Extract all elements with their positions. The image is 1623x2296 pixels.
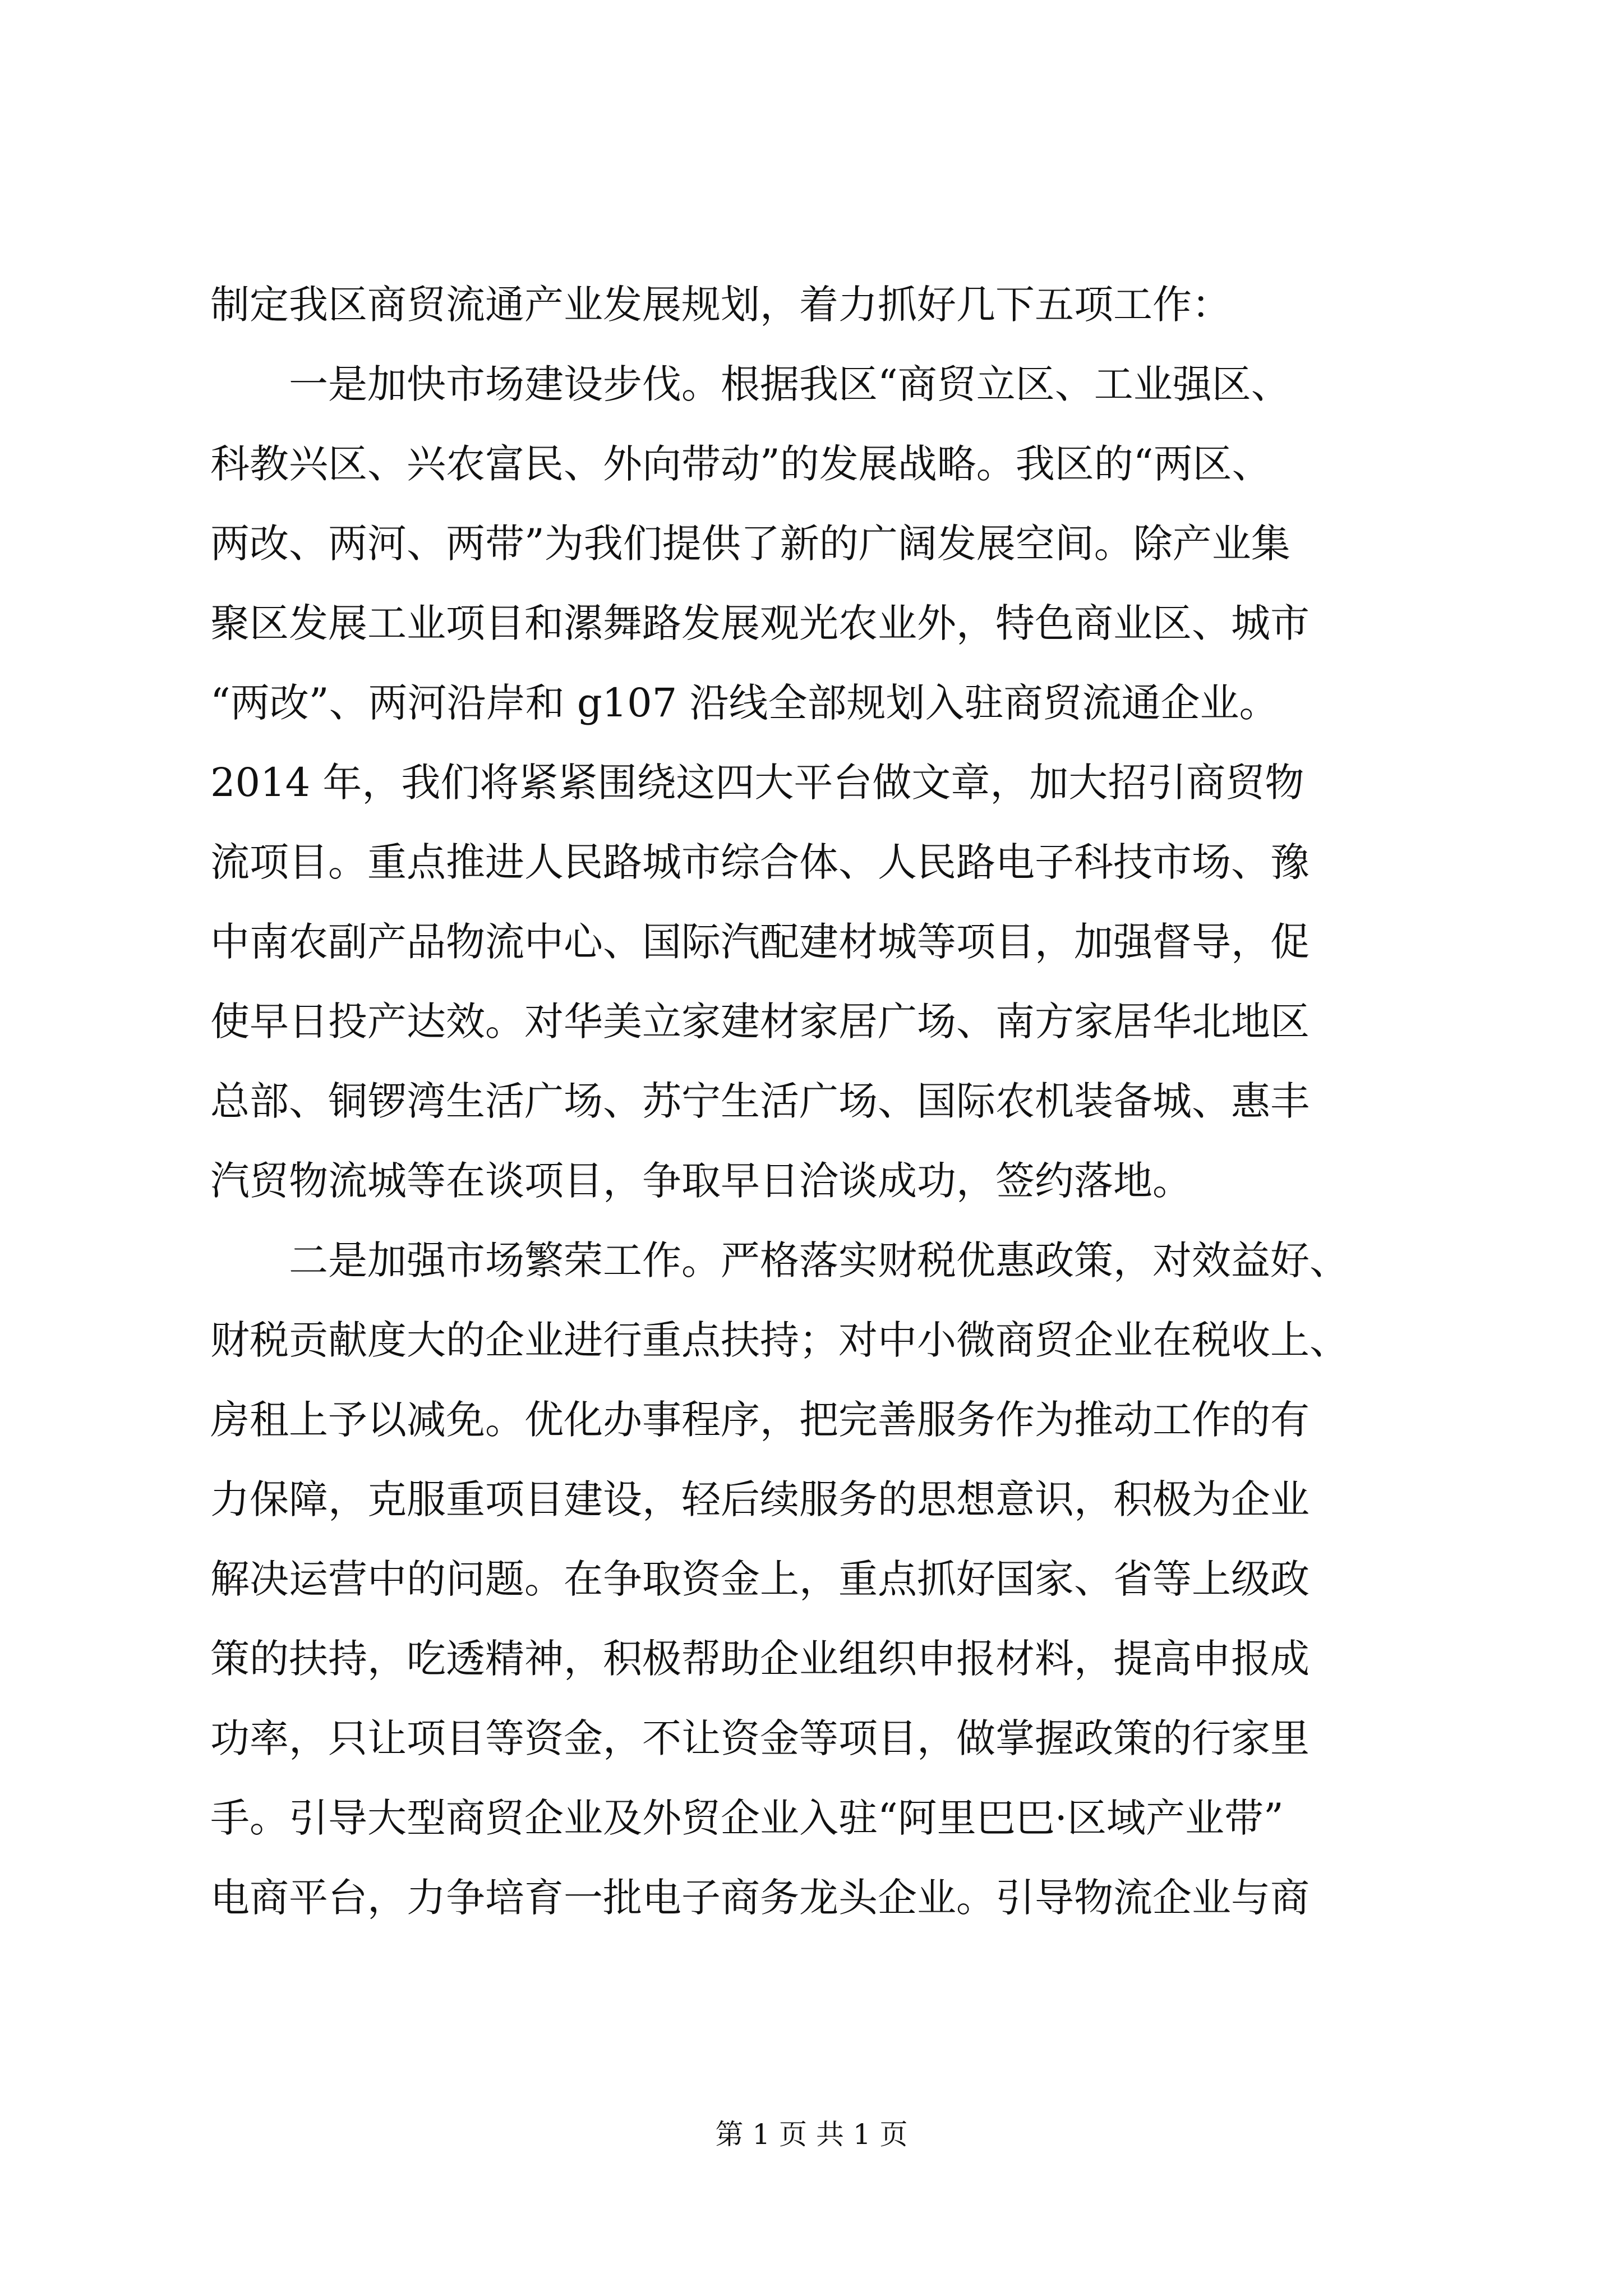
body-text [210, 265, 1426, 1938]
text-line: 聚区发展工业项目和漯舞路发展观光农业外，特色商业区、城市 [210, 600, 1310, 646]
text-line: 两改、两河、两带”为我们提供了新的广阔发展空间。除产业集 [210, 521, 1290, 567]
text-line: 制定我区商贸流通产业发展规划，着力抓好几下五项工作： [210, 282, 1231, 328]
text-line: 汽贸物流城等在谈项目，争取早日洽谈成功，签约落地。 [210, 1158, 1192, 1204]
text-line: 功率，只让项目等资金，不让资金等项目，做掌握政策的行家里 [210, 1715, 1310, 1761]
text-line: “两改”、两河沿岸和 g107 沿线全部规划入驻商贸流通企业。 [210, 680, 1279, 726]
text-line: 策的扶持，吃透精神，积极帮助企业组织申报材料，提高申报成 [210, 1636, 1310, 1682]
page-number-label: 第 1 页 共 1 页 [715, 2118, 908, 2151]
text-line: 二是加强市场繁荣工作。严格落实财税优惠政策，对效益好、 [210, 1237, 1349, 1283]
text-line: 财税贡献度大的企业进行重点扶持；对中小微商贸企业在税收上、 [210, 1317, 1349, 1363]
page-footer [0, 2115, 1623, 2154]
text-line: 手。引导大型商贸企业及外贸企业入驻“阿里巴巴·区域产业带” [210, 1795, 1284, 1841]
text-line: 2014 年，我们将紧紧围绕这四大平台做文章，加大招引商贸物 [210, 760, 1304, 806]
text-line: 使早日投产达效。对华美立家建材家居广场、南方家居华北地区 [210, 999, 1310, 1045]
text-line: 中南农副产品物流中心、国际汽配建材城等项目，加强督导，促 [210, 919, 1310, 965]
text-line: 力保障，克服重项目建设，轻后续服务的思想意识，积极为企业 [210, 1476, 1310, 1522]
text-line: 一是加快市场建设步伐。根据我区“商贸立区、工业强区、 [210, 361, 1290, 407]
text-line: 总部、铜锣湾生活广场、苏宁生活广场、国际农机装备城、惠丰 [210, 1078, 1310, 1124]
text-line: 解决运营中的问题。在争取资金上，重点抓好国家、省等上级政 [210, 1556, 1310, 1602]
text-line: 科教兴区、兴农富民、外向带动”的发展战略。我区的“两区、 [210, 441, 1271, 487]
text-line: 电商平台，力争培育一批电子商务龙头企业。引导物流企业与商 [210, 1875, 1310, 1921]
text-line: 房租上予以减免。优化办事程序，把完善服务作为推动工作的有 [210, 1397, 1310, 1443]
text-line: 流项目。重点推进人民路城市综合体、人民路电子科技市场、豫 [210, 839, 1310, 885]
